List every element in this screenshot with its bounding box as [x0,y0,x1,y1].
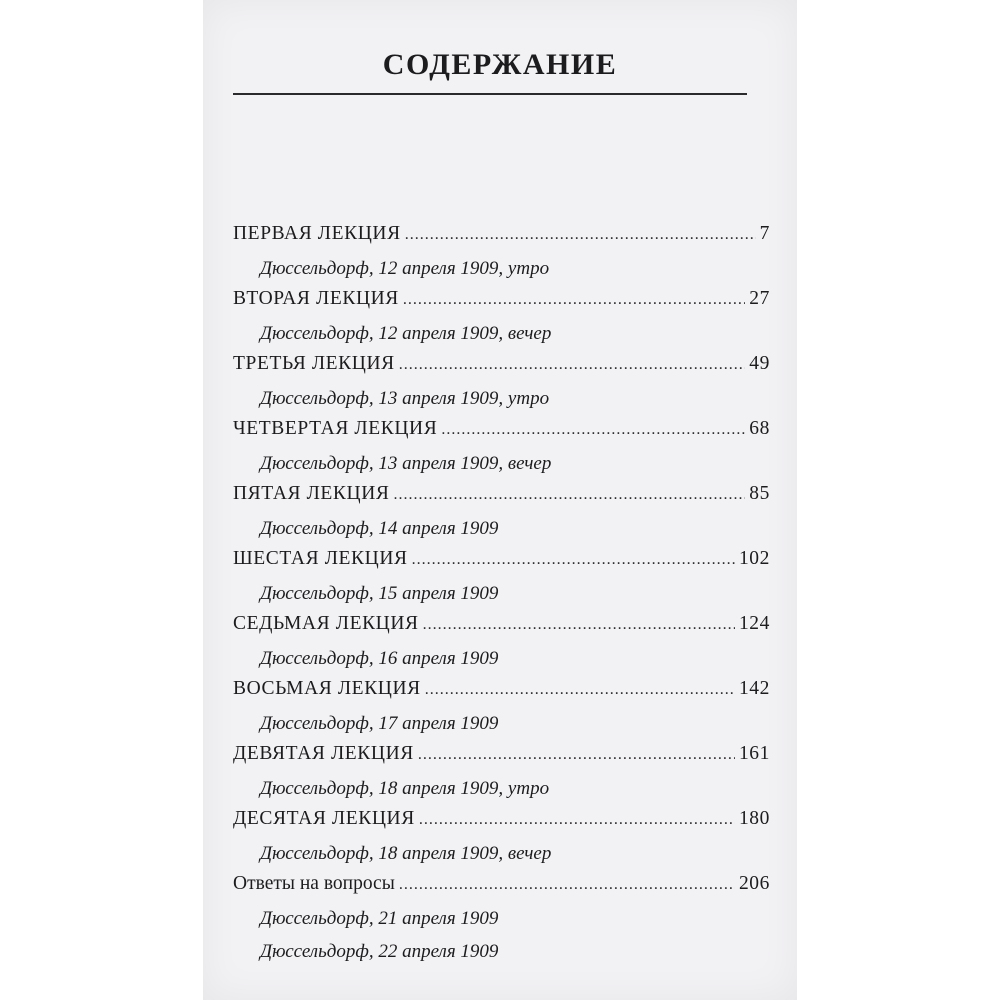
toc-entry-title: ЧЕТВЕРТАЯ ЛЕКЦИЯ [233,418,438,439]
toc-entry-title: ДЕВЯТАЯ ЛЕКЦИЯ [233,743,414,764]
toc-entry-title: ПЯТАЯ ЛЕКЦИЯ [233,483,390,504]
toc-line [233,483,770,515]
toc-entry-place-date: Дюссельдорф, 13 апреля 1909, вечер [260,453,552,474]
toc-entry-8 [233,678,770,743]
toc-line [233,548,770,580]
title-rule [233,93,747,95]
dot-leader [419,811,735,829]
toc-entry-11 [233,873,770,962]
toc-page-number: 142 [738,678,770,699]
toc-entry-title: Ответы на вопросы [233,873,395,894]
toc-entry-2 [233,288,770,353]
toc-line [233,873,770,905]
toc-entry-place-date: Дюссельдорф, 12 апреля 1909, вечер [260,323,552,344]
dot-leader [423,616,735,634]
toc-entry-title: ВТОРАЯ ЛЕКЦИЯ [233,288,399,309]
toc-entry-place-date: Дюссельдорф, 17 апреля 1909 [260,713,499,734]
toc-page-number: 161 [738,743,770,764]
toc-page-number: 206 [738,873,770,894]
toc-entry-3 [233,353,770,418]
book-page [203,0,797,1000]
toc-entry-title: СЕДЬМАЯ ЛЕКЦИЯ [233,613,419,634]
toc-page-number: 180 [738,808,770,829]
toc-line [233,743,770,775]
toc-entry-place-date: Дюссельдорф, 18 апреля 1909, вечер [260,843,552,864]
toc-line [233,808,770,840]
toc-page-number: 85 [749,483,770,504]
toc-page-number: 49 [749,353,770,374]
toc-line [233,418,770,450]
toc-entry-1 [233,223,770,288]
toc-entry-place-date: Дюссельдорф, 22 апреля 1909 [260,941,499,962]
toc-line [233,353,770,385]
toc-entry-7 [233,613,770,678]
toc-entry-title: ДЕСЯТАЯ ЛЕКЦИЯ [233,808,415,829]
toc-line [233,288,770,320]
toc-entry-6 [233,548,770,613]
toc-entry-9 [233,743,770,808]
toc-entry-4 [233,418,770,483]
toc-page-number: 102 [738,548,770,569]
toc-entry-place-date: Дюссельдорф, 12 апреля 1909, утро [260,258,550,279]
dot-leader [403,291,745,309]
table-of-contents [233,223,770,962]
toc-line [233,613,770,645]
dot-leader [399,876,735,894]
dot-leader [418,746,735,764]
toc-entry-place-date: Дюссельдорф, 13 апреля 1909, утро [260,388,550,409]
dot-leader [405,226,756,244]
dot-leader [399,356,746,374]
dot-leader [441,421,745,439]
toc-entry-place-date: Дюссельдорф, 18 апреля 1909, утро [260,778,550,799]
toc-entry-title: ВОСЬМАЯ ЛЕКЦИЯ [233,678,421,699]
toc-entry-place-date: Дюссельдорф, 21 апреля 1909 [260,908,499,929]
toc-entry-title: ШЕСТАЯ ЛЕКЦИЯ [233,548,408,569]
toc-page-number: 124 [738,613,770,634]
dot-leader [425,681,735,699]
toc-entry-title: ПЕРВАЯ ЛЕКЦИЯ [233,223,401,244]
toc-entry-10 [233,808,770,873]
toc-entry-place-date: Дюссельдорф, 14 апреля 1909 [260,518,499,539]
toc-entry-5 [233,483,770,548]
toc-entry-place-date: Дюссельдорф, 15 апреля 1909 [260,583,499,604]
toc-entry-title: ТРЕТЬЯ ЛЕКЦИЯ [233,353,395,374]
toc-page-number: 68 [749,418,770,439]
toc-line [233,223,770,255]
toc-entry-place-date: Дюссельдорф, 16 апреля 1909 [260,648,499,669]
dot-leader [394,486,746,504]
toc-line [233,678,770,710]
toc-page-number: 27 [749,288,770,309]
page-title: СОДЕРЖАНИЕ [382,48,618,81]
dot-leader [412,551,735,569]
toc-page-number: 7 [759,223,770,244]
